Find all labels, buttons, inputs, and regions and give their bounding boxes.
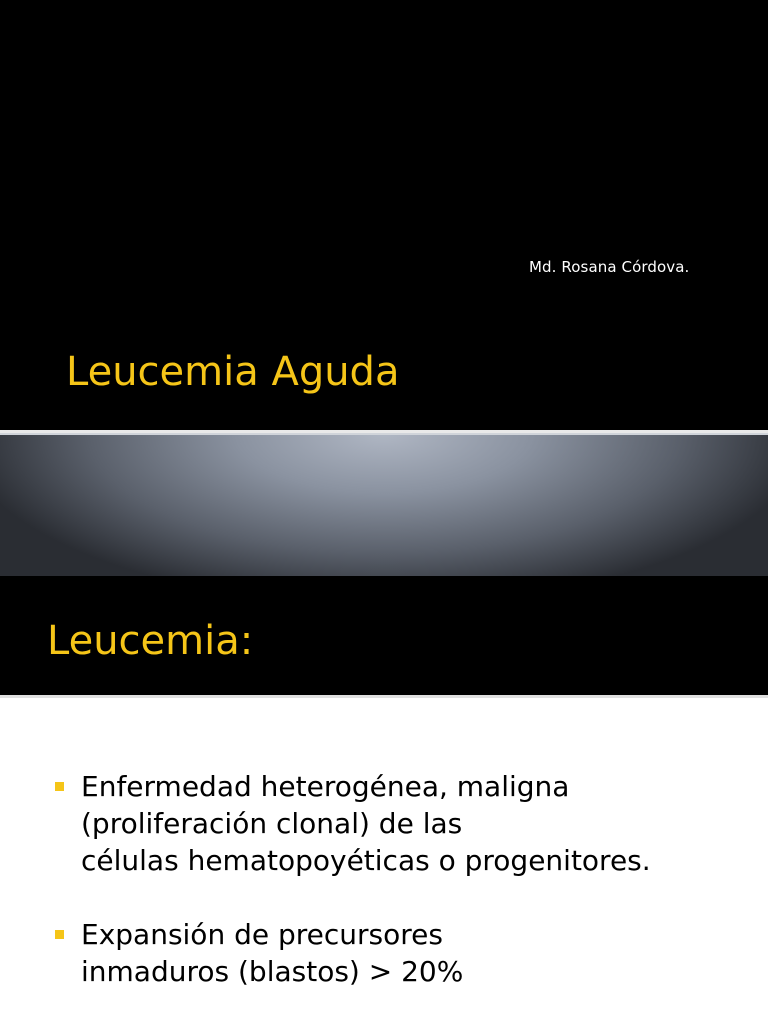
title-slide	[0, 0, 768, 430]
bullet-line: Enfermedad heterogénea, maligna	[81, 770, 570, 803]
author-name: Md. Rosana Córdova.	[529, 258, 690, 276]
gradient-band	[0, 433, 768, 576]
bullet-text	[81, 768, 651, 879]
bullet-text	[81, 916, 463, 990]
square-bullet-icon	[55, 782, 64, 791]
bullet-line: inmaduros (blastos) > 20%	[81, 955, 464, 988]
band-highlight	[0, 433, 768, 435]
content-area	[0, 698, 768, 1024]
slide-title: Leucemia Aguda	[66, 349, 400, 395]
content-slide-title: Leucemia:	[47, 618, 254, 664]
bullet-line: Expansión de precursores	[81, 918, 443, 951]
square-bullet-icon	[55, 930, 64, 939]
bullet-line: células hematopoyéticas o progenitores.	[81, 844, 651, 877]
bullet-line: (proliferación clonal) de las	[81, 807, 463, 840]
